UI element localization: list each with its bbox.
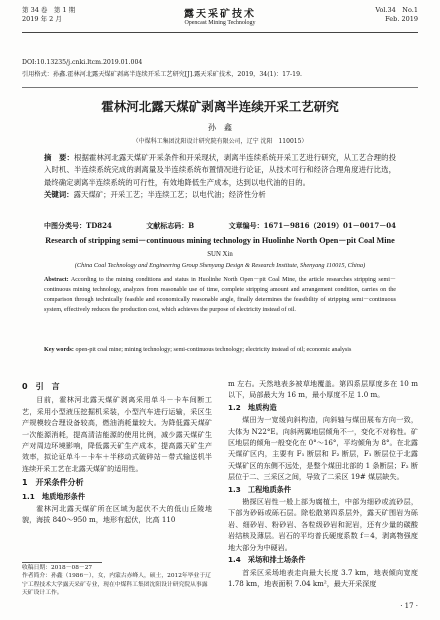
- date-en: Feb. 2019: [385, 15, 418, 23]
- date-cn: 2019 年 2 月: [22, 15, 62, 23]
- keywords-text-en: open-pit coal mine; mining technology; semi-continuous technology; electricity instead of oil; economic analysis: [75, 347, 352, 353]
- abstract-label-en: Abstract:: [44, 277, 69, 283]
- paper-title-cn: 霍林河北露天煤矿剥离半连续开采工艺研究: [101, 99, 339, 114]
- header-rule: [22, 32, 418, 33]
- journal-name-en: Opencast Mining Technology: [184, 20, 256, 26]
- citation: 引用格式：孙鑫.霍林河北露天煤矿剥离半连续开采工艺研究[J].露天采矿技术，2019，34(1)：17-19.: [22, 71, 302, 78]
- keywords-label-en: Key words:: [44, 347, 74, 353]
- footnote-rule: [22, 562, 102, 563]
- author-en: SUN Xin: [207, 251, 233, 258]
- subsection-geology: 1.2 地质构造: [228, 402, 277, 412]
- subsection-pit-and-dump: 1.4 采场和排土场条件: [228, 555, 306, 565]
- subsection-terrain: 1.1 地质地形条件: [22, 491, 86, 501]
- body-column-left: [22, 378, 212, 526]
- header-volume-en: [375, 6, 418, 24]
- classification-row: [44, 221, 396, 231]
- body-column-right: [228, 378, 418, 589]
- footnote: [22, 564, 212, 597]
- footnote-received: 收稿日期：2018－08－27: [22, 565, 93, 571]
- abstract-label-cn: 摘 要：: [44, 153, 74, 162]
- volume-issue-en: Vol.34 No.1: [375, 6, 418, 14]
- paper-title-en: Research of stripping semi－continuous mining technology in Huolinhe North Open－pit Coal Mine: [45, 236, 395, 245]
- journal-masthead: [0, 5, 440, 26]
- abstract-en: [44, 276, 396, 316]
- paragraph-introduction: 目前，霍林河北露天煤矿剥离采用单斗－卡车间断工艺，采用小型液压挖掘机采装，小型汽车进行运输，采区生产规模较合理设备较高，燃油消耗量较大。为降低露天煤矿一次能源消耗，提高清洁能源的使用比例，减少露天煤矿生产对周边环境影响，降低露天矿生产成本，提高露天矿生产效率，拟论证单斗－卡车＋半移动式破碎站－带式输送机半连续开采工艺在北露天煤矿的适用性。: [22, 395, 212, 473]
- keywords-text-cn: 露天煤矿；开采工艺；半连续工艺；以电代油；经济性分析: [73, 189, 266, 199]
- doi: DOI:10.13235/j.cnki.ltcm.2019.01.004: [22, 59, 143, 66]
- clc-number: 中图分类号：TD824: [44, 221, 112, 230]
- keywords-en: [44, 346, 396, 356]
- page-number: · 17 ·: [400, 602, 418, 610]
- affiliation-en: (China Coal Technology and Engineering Group Shenyang Design & Research Institute, Shenyang 110015, China): [74, 262, 366, 269]
- footnote-author: 作者简介：孙鑫（1986－），女，内蒙古赤峰人，硕士，2012年毕业于辽宁工程技术大学露天采矿专业，现在中煤科工集团沈阳设计研究院从事露天矿设计工作。: [22, 573, 211, 596]
- meta-rule: [22, 87, 418, 88]
- section-introduction: 0 引 言: [22, 382, 60, 391]
- affiliation-cn: （中煤科工集团沈阳设计研究院有限公司，辽宁 沈阳 110015）: [132, 138, 308, 145]
- document-code: 文献标志码：B: [146, 221, 195, 230]
- article-number: 文章编号：1671－9816（2019）01－0017－04: [228, 221, 396, 230]
- abstract-text-en: According to the mining conditions and status in Huolinhe North Open－pit Coal Mine, the article researches stripping semi－continuous mining technology, analyzes from reasonable use of time, complete stripping amount and arrangement condition, carries on the comparison through technically feasible and economically reasonable angle, finally determines the feasibility of stripping semi－continuous system, effectively reduces the production cost, which achieves the purpose of electricity instead of oil.: [44, 277, 396, 313]
- journal-name-cn: 露天采矿技术: [184, 9, 256, 20]
- subsection-engineering-geology: 1.3 工程地质条件: [228, 484, 292, 494]
- paragraph-pit-and-dump: 首采区采场地表走向最大长度 3.7 km，地表倾向宽度 1.78 km，地表面积 7.04 km²，最大开采深度: [228, 567, 418, 588]
- author-cn: 孙 鑫: [208, 123, 232, 132]
- paragraph-engineering-geology: 勘探区岩性一般上部为腐植土，中部为细砂或流砂层，下部为砂砾或砾石层。除松散第四系层外，露天矿围岩为砾岩、细砂岩、粉砂岩、各粒级砂岩和泥岩，还有少量的碳酸岩结核及薄层。岩石的平均普氏硬度系数 f＝4，剥离物强度地大部分为中硬岩。: [228, 497, 418, 552]
- paragraph-terrain: 霍林河北露天煤矿所在区域为起伏不大的低山丘陵地貌，海拔 840～950 m，地形有起伏，比高 110: [22, 504, 212, 525]
- paragraph-geology: 煤田为一宽缓向斜构造，向斜轴与煤田展布方向一致，大体为 N22°E。向斜两翼地层倾角不一，变化不对称性。矿区地层的倾角一般变化在 0°～16°，平均倾角为 8°。在北露天煤矿区内，主要有 F₁ 断层和 F₂ 断层，F₁ 断层位于北露天煤矿区的东侧不远处，是整个煤田北部的 1 条断层；F₂ 断层位于二、三采区之间，导致了二采区 19# 煤层缺失。: [228, 415, 418, 482]
- volume-issue-cn: 第 34 卷 第 1 期: [22, 6, 76, 14]
- section-mining-conditions: 1 开采条件分析: [22, 478, 84, 488]
- abstract-text-cn: 根据霍林河北露天煤矿开采条件和开采现状，剥离半连续系统开采工艺进行研究，从工艺合理的投入时机、半连续系统完成的剥离量及半连续系统布置情况进行论证，从技术可行和经济合理角度进行比选，最终确定剥离半连续系统的可行性，有效地降低生产成本，达到以电代油的目的。: [44, 153, 396, 187]
- keywords-label-cn: 关键词：: [44, 189, 74, 199]
- paragraph-terrain-continued: m 左右。天然地表多被草地覆盖。第四系层厚度多在 10 m 以下，局部最大为 16 m，最小厚度不足 1.0 m。: [228, 379, 418, 400]
- abstract-cn: [44, 152, 396, 201]
